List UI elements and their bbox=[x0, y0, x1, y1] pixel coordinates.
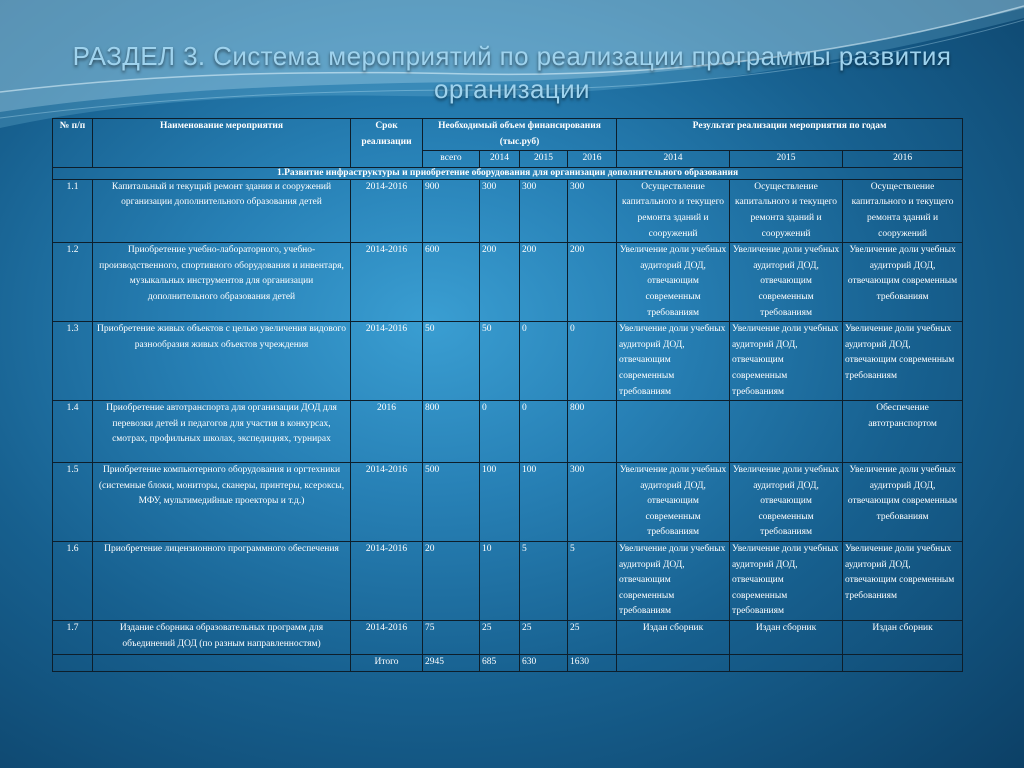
table-row bbox=[53, 542, 963, 621]
row-result-2015: Увеличение доли учебных аудиторий ДОД, отвечающим современным требованиям bbox=[730, 322, 843, 401]
row-num: 1.7 bbox=[53, 621, 93, 655]
row-fin-2015: 100 bbox=[520, 463, 568, 542]
row-result-2014: Издан сборник bbox=[617, 621, 730, 655]
total-empty-num bbox=[53, 655, 93, 672]
row-fin-2015: 0 bbox=[520, 401, 568, 463]
row-total: 800 bbox=[423, 401, 480, 463]
row-total: 900 bbox=[423, 179, 480, 242]
row-fin-2016: 300 bbox=[568, 179, 617, 242]
total-sum: 2945 bbox=[423, 655, 480, 672]
row-num: 1.5 bbox=[53, 463, 93, 542]
row-result-2014: Осуществление капитального и текущего ремонта зданий и сооружений bbox=[617, 179, 730, 242]
total-label: Итого bbox=[351, 655, 423, 672]
row-term: 2014-2016 bbox=[351, 542, 423, 621]
table-row bbox=[53, 401, 963, 463]
total-row bbox=[53, 655, 963, 672]
row-result-2016: Осуществление капитального и текущего ремонта зданий и сооружений bbox=[843, 179, 963, 242]
row-name: Приобретение компьютерного оборудования и оргтехники (системные блоки, мониторы, сканеры, принтеры, ксероксы, МФУ, мультимедийные проекторы и т.д.) bbox=[93, 463, 351, 542]
total-2015: 630 bbox=[520, 655, 568, 672]
activities-table bbox=[52, 118, 963, 672]
row-fin-2016: 200 bbox=[568, 243, 617, 322]
row-total: 20 bbox=[423, 542, 480, 621]
header-result: Результат реализации мероприятия по годам bbox=[617, 119, 963, 151]
row-fin-2014: 50 bbox=[480, 322, 520, 401]
header-num: № п/п bbox=[53, 119, 93, 168]
header-name: Наименование мероприятия bbox=[93, 119, 351, 168]
subheader-fin-2016: 2016 bbox=[568, 151, 617, 168]
row-fin-2014: 10 bbox=[480, 542, 520, 621]
row-result-2016: Увеличение доли учебных аудиторий ДОД, отвечающим современным требованиям bbox=[843, 542, 963, 621]
row-result-2015: Осуществление капитального и текущего ремонта зданий и сооружений bbox=[730, 179, 843, 242]
row-result-2016: Увеличение доли учебных аудиторий ДОД, отвечающим современным требованиям bbox=[843, 322, 963, 401]
section-title: 1.Развитие инфраструктуры и приобретение оборудования для организации дополнительного образования bbox=[53, 167, 963, 179]
row-num: 1.6 bbox=[53, 542, 93, 621]
row-fin-2015: 5 bbox=[520, 542, 568, 621]
row-fin-2016: 25 bbox=[568, 621, 617, 655]
row-result-2015: Увеличение доли учебных аудиторий ДОД, отвечающим современным требованиям bbox=[730, 542, 843, 621]
row-fin-2014: 25 bbox=[480, 621, 520, 655]
row-num: 1.1 bbox=[53, 179, 93, 242]
row-fin-2015: 300 bbox=[520, 179, 568, 242]
row-name: Приобретение учебно-лабораторного, учебно-производственного, спортивного оборудования и инвентаря, музыкальных инструментов для организации дополнительного образования детей bbox=[93, 243, 351, 322]
row-result-2014 bbox=[617, 401, 730, 463]
table-row bbox=[53, 322, 963, 401]
row-result-2014: Увеличение доли учебных аудиторий ДОД, отвечающим современным требованиям bbox=[617, 243, 730, 322]
total-empty-res-2014 bbox=[617, 655, 730, 672]
row-result-2015: Увеличение доли учебных аудиторий ДОД, отвечающим современным требованиям bbox=[730, 243, 843, 322]
row-fin-2016: 0 bbox=[568, 322, 617, 401]
row-term: 2014-2016 bbox=[351, 179, 423, 242]
row-fin-2014: 300 bbox=[480, 179, 520, 242]
header-term: Срок реализации bbox=[351, 119, 423, 168]
row-total: 600 bbox=[423, 243, 480, 322]
section-row bbox=[53, 167, 963, 179]
row-result-2015: Издан сборник bbox=[730, 621, 843, 655]
row-fin-2016: 800 bbox=[568, 401, 617, 463]
row-num: 1.2 bbox=[53, 243, 93, 322]
table-row bbox=[53, 463, 963, 542]
table-row bbox=[53, 179, 963, 242]
row-term: 2014-2016 bbox=[351, 621, 423, 655]
row-result-2014: Увеличение доли учебных аудиторий ДОД, отвечающим современным требованиям bbox=[617, 463, 730, 542]
table-row bbox=[53, 621, 963, 655]
row-total: 500 bbox=[423, 463, 480, 542]
row-fin-2014: 0 bbox=[480, 401, 520, 463]
row-num: 1.4 bbox=[53, 401, 93, 463]
row-fin-2015: 200 bbox=[520, 243, 568, 322]
row-result-2015: Увеличение доли учебных аудиторий ДОД, отвечающим современным требованиям bbox=[730, 463, 843, 542]
row-result-2014: Увеличение доли учебных аудиторий ДОД, отвечающим современным требованиям bbox=[617, 322, 730, 401]
row-name: Приобретение живых объектов с целью увеличения видового разнообразия живых объектов учреждения bbox=[93, 322, 351, 401]
row-num: 1.3 bbox=[53, 322, 93, 401]
row-term: 2014-2016 bbox=[351, 243, 423, 322]
subheader-res-2015: 2015 bbox=[730, 151, 843, 168]
row-result-2015 bbox=[730, 401, 843, 463]
subheader-res-2014: 2014 bbox=[617, 151, 730, 168]
total-2014: 685 bbox=[480, 655, 520, 672]
row-result-2014: Увеличение доли учебных аудиторий ДОД, отвечающим современным требованиям bbox=[617, 542, 730, 621]
row-name: Капитальный и текущий ремонт здания и сооружений организации дополнительного образования детей bbox=[93, 179, 351, 242]
row-result-2016: Увеличение доли учебных аудиторий ДОД, отвечающим современным требованиям bbox=[843, 243, 963, 322]
subheader-res-2016: 2016 bbox=[843, 151, 963, 168]
row-total: 75 bbox=[423, 621, 480, 655]
row-term: 2014-2016 bbox=[351, 322, 423, 401]
row-result-2016: Обеспечение автотранспортом bbox=[843, 401, 963, 463]
row-name: Издание сборника образовательных программ для объединений ДОД (по разным направленностям) bbox=[93, 621, 351, 655]
row-term: 2014-2016 bbox=[351, 463, 423, 542]
header-row bbox=[53, 119, 963, 151]
row-fin-2016: 300 bbox=[568, 463, 617, 542]
row-fin-2014: 100 bbox=[480, 463, 520, 542]
total-2016: 1630 bbox=[568, 655, 617, 672]
header-finance: Необходимый объем финансирования (тыс.руб) bbox=[423, 119, 617, 151]
subheader-fin-2014: 2014 bbox=[480, 151, 520, 168]
row-fin-2014: 200 bbox=[480, 243, 520, 322]
total-empty-res-2016 bbox=[843, 655, 963, 672]
row-fin-2016: 5 bbox=[568, 542, 617, 621]
row-name: Приобретение лицензионного программного обеспечения bbox=[93, 542, 351, 621]
total-empty-name bbox=[93, 655, 351, 672]
table-row bbox=[53, 243, 963, 322]
total-empty-res-2015 bbox=[730, 655, 843, 672]
row-fin-2015: 0 bbox=[520, 322, 568, 401]
row-name: Приобретение автотранспорта для организации ДОД для перевозки детей и педагогов для участия в конкурсах, смотрах, профильных школах, экспедициях, турнирах bbox=[93, 401, 351, 463]
row-result-2016: Увеличение доли учебных аудиторий ДОД, отвечающим современным требованиям bbox=[843, 463, 963, 542]
row-fin-2015: 25 bbox=[520, 621, 568, 655]
slide-title: РАЗДЕЛ 3. Система мероприятий по реализации программы развития организации bbox=[72, 41, 952, 104]
subheader-fin-2015: 2015 bbox=[520, 151, 568, 168]
row-total: 50 bbox=[423, 322, 480, 401]
row-term: 2016 bbox=[351, 401, 423, 463]
subheader-total: всего bbox=[423, 151, 480, 168]
row-result-2016: Издан сборник bbox=[843, 621, 963, 655]
